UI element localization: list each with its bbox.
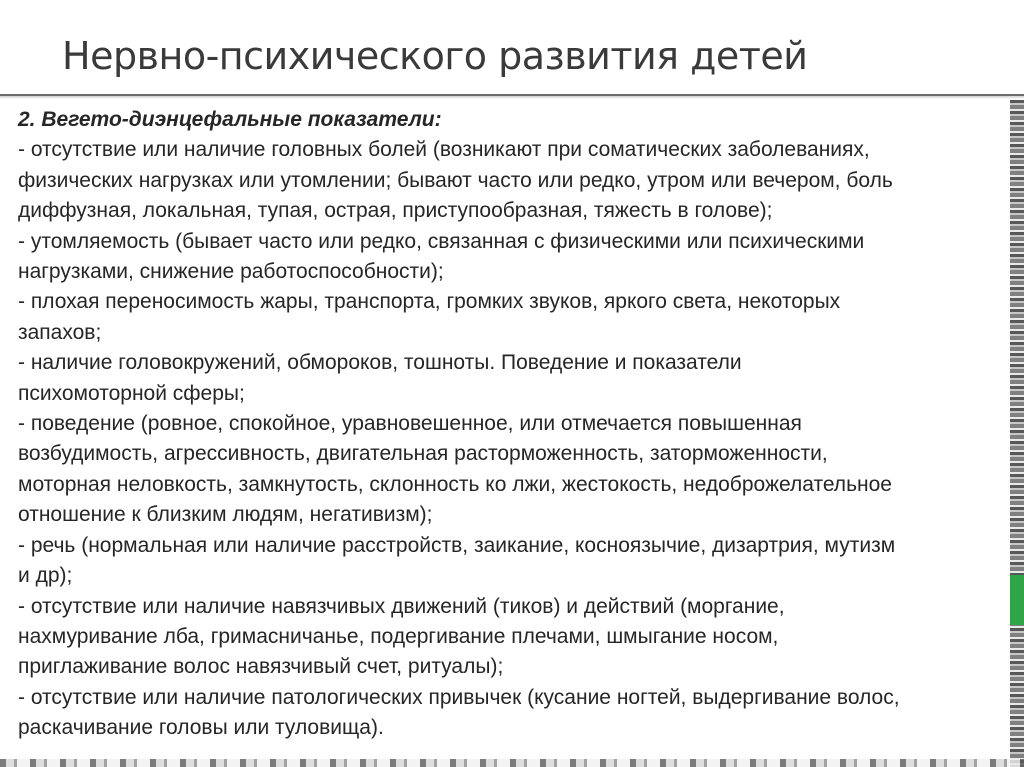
body-line: нахмуривание лба, гримасничанье, подергивание плечами, шмыгание носом, — [18, 624, 779, 648]
slide-title: Нервно-психического развития детей — [62, 34, 808, 78]
right-decorative-bar — [1010, 100, 1024, 767]
body-line: отношение к близким людям, негативизм); — [18, 503, 433, 527]
body-line: - плохая переносимость жары, транспорта, громких звуков, яркого света, некоторых — [18, 290, 841, 314]
body-line: возбудимость, агрессивность, двигательная расторможенность, заторможенности, — [18, 442, 828, 466]
slide-body — [18, 105, 1010, 744]
body-line: диффузная, локальная, тупая, острая, приступообразная, тяжесть в голове); — [18, 199, 773, 223]
body-line: моторная неловкость, замкнутость, склонность ко лжи, жестокость, недоброжелательное — [18, 472, 892, 496]
right-accent-mark — [1010, 575, 1024, 625]
body-line: - утомляемость (бывает часто или редко, связанная с физическими или психическими — [18, 229, 865, 253]
body-line: приглаживание волос навязчивый счет, ритуалы); — [18, 655, 504, 679]
body-line: - отсутствие или наличие головных болей (возникают при соматических заболеваниях, — [18, 138, 870, 162]
body-line: психомоторной сферы; — [18, 381, 245, 405]
body-line: - поведение (ровное, спокойное, уравновешенное, или отмечается повышенная — [18, 412, 802, 436]
title-divider-shadow — [0, 96, 1024, 99]
body-line: физических нагрузках или утомлении; бывают часто или редко, утром или вечером, боль — [18, 168, 893, 192]
body-line: раскачивание головы или туловища). — [18, 716, 384, 740]
section-heading: 2. Вегето-диэнцефальные показатели: — [18, 108, 442, 131]
body-line: - отсутствие или наличие навязчивых движений (тиков) и действий (моргание, — [18, 594, 785, 618]
body-line: запахов; — [18, 320, 102, 344]
body-line: - наличие головокружений, обмороков, тошноты. Поведение и показатели — [18, 351, 742, 375]
body-line: - речь (нормальная или наличие расстройств, заикание, косноязычие, дизартрия, мутизм — [18, 533, 896, 557]
body-line: и др); — [18, 564, 73, 588]
body-line: - отсутствие или наличие патологических привычек (кусание ногтей, выдергивание волос, — [18, 685, 900, 709]
bottom-decorative-bar — [0, 759, 1024, 767]
body-line: нагрузками, снижение работоспособности); — [18, 260, 444, 284]
